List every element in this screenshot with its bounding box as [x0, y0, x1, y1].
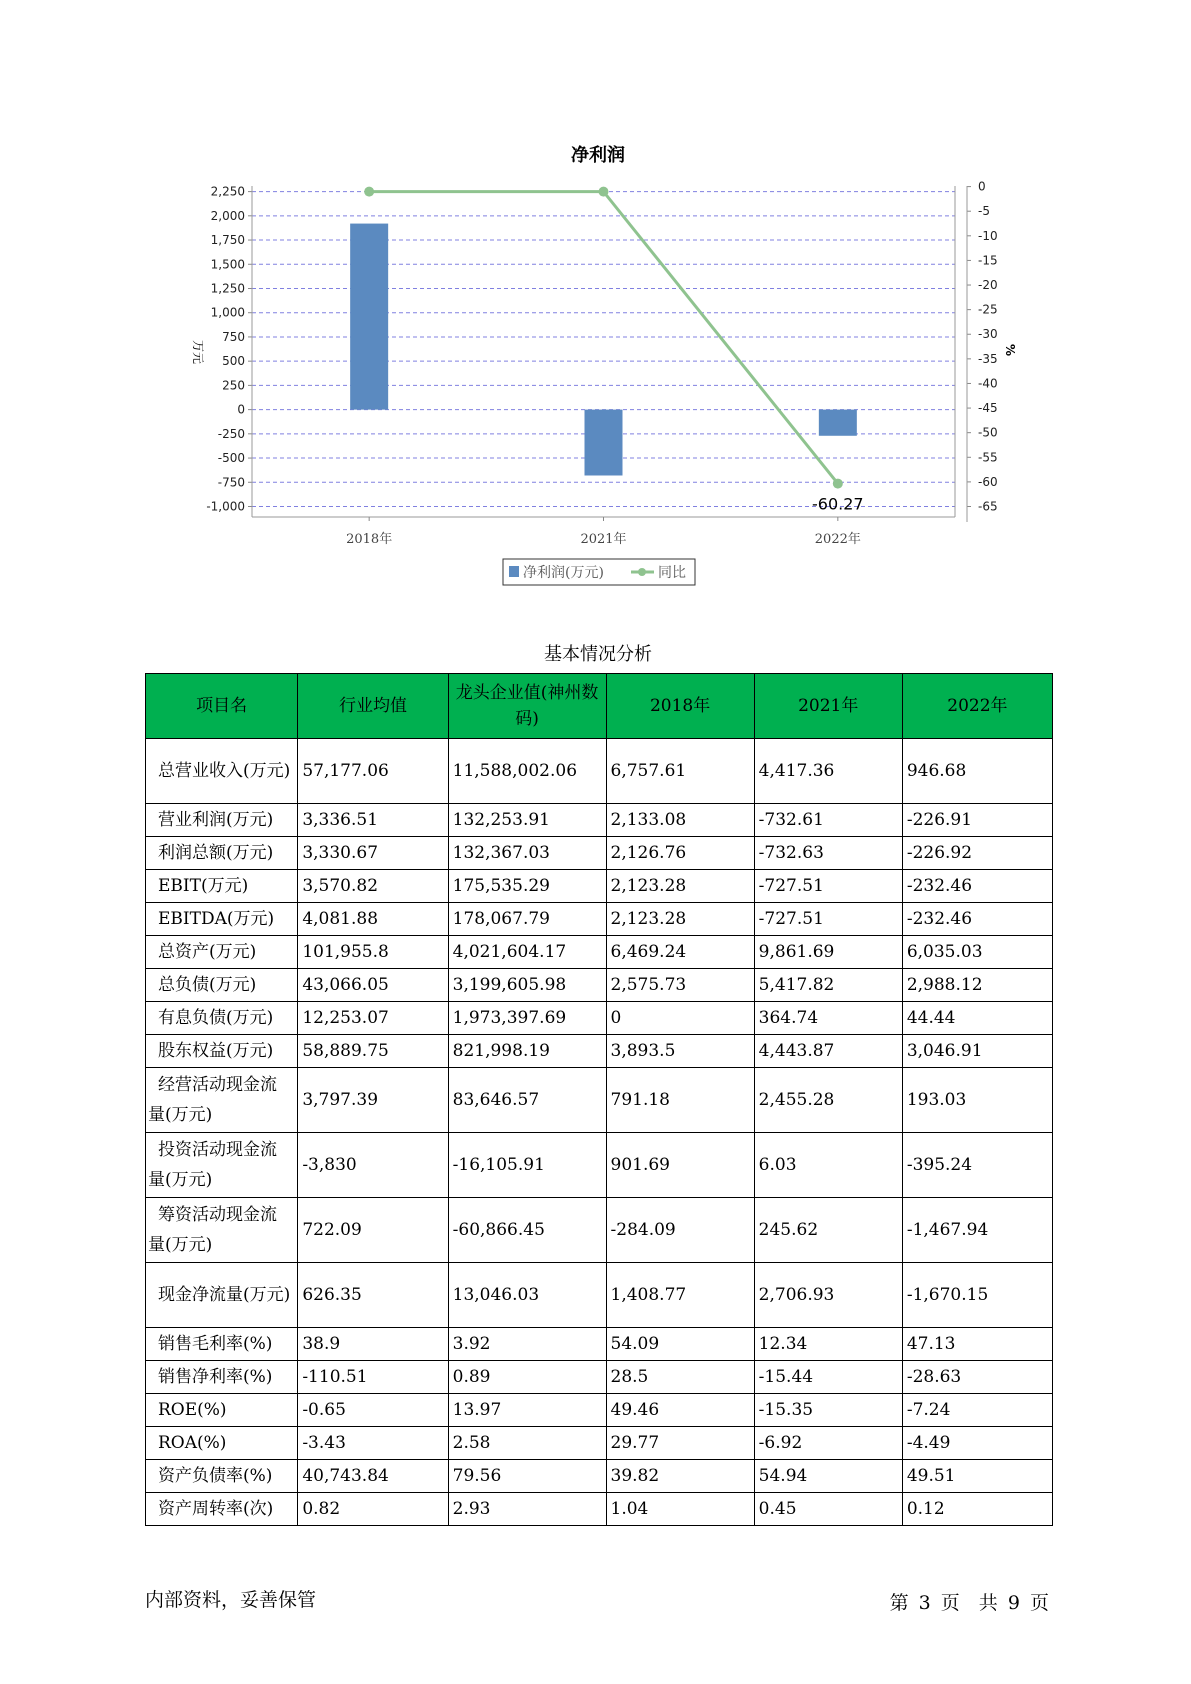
page-mid: 页 共 [940, 1592, 998, 1614]
table-row [146, 1198, 1053, 1263]
table-cell: 28.5 [606, 1361, 754, 1394]
table-cell: 43,066.05 [298, 969, 448, 1002]
row-label-cell: 经营活动现金流量(万元) [146, 1068, 298, 1133]
row-label-cell: 筹资活动现金流量(万元) [146, 1198, 298, 1263]
table-cell: 3.92 [448, 1328, 606, 1361]
table-cell: 4,443.87 [754, 1035, 902, 1068]
table-cell: -284.09 [606, 1198, 754, 1263]
footer-page-number [888, 1588, 1051, 1615]
table-cell: -1,670.15 [902, 1263, 1052, 1328]
table-cell: 4,021,604.17 [448, 936, 606, 969]
table-row [146, 837, 1053, 870]
table-cell: 29.77 [606, 1427, 754, 1460]
table-cell: -732.63 [754, 837, 902, 870]
page-prefix: 第 [889, 1592, 909, 1614]
table-cell: 1.04 [606, 1493, 754, 1526]
table-cell: 2,988.12 [902, 969, 1052, 1002]
x-tick-label: 2018年 [346, 532, 393, 547]
y-tick-label: 2,000 [210, 208, 245, 223]
table-cell: -28.63 [902, 1361, 1052, 1394]
y-tick-label: -500 [217, 451, 245, 466]
table-cell: -0.65 [298, 1394, 448, 1427]
page-suffix: 页 [1029, 1592, 1049, 1614]
table-cell: 2,123.28 [606, 903, 754, 936]
table-cell: 40,743.84 [298, 1460, 448, 1493]
table-row [146, 739, 1053, 804]
table-cell: 4,081.88 [298, 903, 448, 936]
table-cell: 13.97 [448, 1394, 606, 1427]
basic-analysis-table [145, 673, 1053, 1526]
table-cell: 12.34 [754, 1328, 902, 1361]
table-cell: 0.12 [902, 1493, 1052, 1526]
table-cell: 54.09 [606, 1328, 754, 1361]
table-header-cell: 行业均值 [298, 674, 448, 739]
table-cell: 2,133.08 [606, 804, 754, 837]
row-label-cell: 资产周转率(次) [146, 1493, 298, 1526]
table-cell: 2,455.28 [754, 1068, 902, 1133]
table-row [146, 1394, 1053, 1427]
table-header-cell: 2021年 [754, 674, 902, 739]
row-label-cell: 销售毛利率(%) [146, 1328, 298, 1361]
line-point [833, 479, 843, 489]
table-cell: -732.61 [754, 804, 902, 837]
x-tick-label: 2021年 [580, 532, 627, 547]
y-tick-label: 750 [222, 329, 245, 344]
table-cell: 39.82 [606, 1460, 754, 1493]
table-cell: 49.46 [606, 1394, 754, 1427]
table-cell: 1,973,397.69 [448, 1002, 606, 1035]
table-cell: -15.35 [754, 1394, 902, 1427]
table-header-row [146, 674, 1053, 739]
table-cell: -3,830 [298, 1133, 448, 1198]
row-label-cell: EBIT(万元) [146, 870, 298, 903]
y-tick-label: 250 [222, 378, 245, 393]
row-label-cell: 股东权益(万元) [146, 1035, 298, 1068]
y2-tick-label: -20 [978, 278, 998, 293]
row-label-cell: 资产负债率(%) [146, 1460, 298, 1493]
table-cell: 946.68 [902, 739, 1052, 804]
table-cell: 193.03 [902, 1068, 1052, 1133]
y2-tick-label: -5 [978, 204, 990, 219]
y2-tick-label: -50 [978, 425, 998, 440]
row-label-cell: ROE(%) [146, 1394, 298, 1427]
table-row [146, 903, 1053, 936]
table-cell: 3,046.91 [902, 1035, 1052, 1068]
table-cell: 6,757.61 [606, 739, 754, 804]
table-cell: 4,417.36 [754, 739, 902, 804]
y2-tick-label: -35 [978, 351, 998, 366]
table-cell: 101,955.8 [298, 936, 448, 969]
table-cell: -6.92 [754, 1427, 902, 1460]
table-cell: 791.18 [606, 1068, 754, 1133]
chart-svg [0, 0, 1191, 600]
table-cell: 1,408.77 [606, 1263, 754, 1328]
row-label-cell: 营业利润(万元) [146, 804, 298, 837]
bar [350, 224, 388, 410]
table-cell: 3,199,605.98 [448, 969, 606, 1002]
table-cell: 2,575.73 [606, 969, 754, 1002]
table-cell: 901.69 [606, 1133, 754, 1198]
table-cell: 3,336.51 [298, 804, 448, 837]
row-label-cell: ROA(%) [146, 1427, 298, 1460]
table-cell: 0.45 [754, 1493, 902, 1526]
y-tick-label: 0 [237, 402, 245, 417]
y2-tick-label: -60 [978, 474, 998, 489]
table-cell: -232.46 [902, 870, 1052, 903]
table-cell: 11,588,002.06 [448, 739, 606, 804]
table-cell: 6,469.24 [606, 936, 754, 969]
table-cell: 2.58 [448, 1427, 606, 1460]
y-tick-label: 1,250 [210, 281, 245, 296]
table-cell: -727.51 [754, 903, 902, 936]
table-cell: 47.13 [902, 1328, 1052, 1361]
table-cell: 132,367.03 [448, 837, 606, 870]
row-label-cell: 投资活动现金流量(万元) [146, 1133, 298, 1198]
table-cell: 3,570.82 [298, 870, 448, 903]
line-point [364, 187, 374, 197]
table-cell: 2,126.76 [606, 837, 754, 870]
y2-tick-label: -40 [978, 376, 998, 391]
y2-tick-label: -55 [978, 450, 998, 465]
table-cell: 54.94 [754, 1460, 902, 1493]
table-row [146, 1263, 1053, 1328]
y-tick-label: 1,000 [210, 305, 245, 320]
table-header-cell: 龙头企业值(神州数码) [448, 674, 606, 739]
table-cell: 364.74 [754, 1002, 902, 1035]
line-point [599, 187, 609, 197]
y-axis-label: 万元 [191, 339, 205, 365]
legend-label-bar: 净利润(万元) [523, 565, 604, 581]
table-cell: 2.93 [448, 1493, 606, 1526]
table-cell: 821,998.19 [448, 1035, 606, 1068]
y-tick-label: 1,500 [210, 257, 245, 272]
table-cell: -16,105.91 [448, 1133, 606, 1198]
table-cell: 13,046.03 [448, 1263, 606, 1328]
table-cell: 132,253.91 [448, 804, 606, 837]
row-label-cell: 总营业收入(万元) [146, 739, 298, 804]
y2-tick-label: -45 [978, 401, 998, 416]
table-cell: 38.9 [298, 1328, 448, 1361]
table-cell: 3,893.5 [606, 1035, 754, 1068]
table-cell: -232.46 [902, 903, 1052, 936]
table-cell: -7.24 [902, 1394, 1052, 1427]
row-label-cell: 销售净利率(%) [146, 1361, 298, 1394]
table-cell: -15.44 [754, 1361, 902, 1394]
table-cell: 44.44 [902, 1002, 1052, 1035]
table-cell: 49.51 [902, 1460, 1052, 1493]
table-cell: 83,646.57 [448, 1068, 606, 1133]
table-cell: -226.91 [902, 804, 1052, 837]
table-cell: -226.92 [902, 837, 1052, 870]
table-row [146, 1493, 1053, 1526]
table-cell: 0.82 [298, 1493, 448, 1526]
table-cell: -1,467.94 [902, 1198, 1052, 1263]
footer-confidential-note: 内部资料，妥善保管 [145, 1589, 317, 1611]
y2-tick-label: -30 [978, 327, 998, 342]
table-row [146, 969, 1053, 1002]
y2-tick-label: -10 [978, 228, 998, 243]
row-label-cell: 总负债(万元) [146, 969, 298, 1002]
table-cell: 178,067.79 [448, 903, 606, 936]
table-row [146, 936, 1053, 969]
table-cell: 2,706.93 [754, 1263, 902, 1328]
y2-tick-label: 0 [978, 179, 986, 194]
table-row [146, 1068, 1053, 1133]
table-header-cell: 2022年 [902, 674, 1052, 739]
table-cell: 626.35 [298, 1263, 448, 1328]
table-cell: 175,535.29 [448, 870, 606, 903]
y2-tick-label: -25 [978, 302, 998, 317]
y-tick-label: -750 [217, 475, 245, 490]
table-row [146, 1361, 1053, 1394]
table-cell: 57,177.06 [298, 739, 448, 804]
table-body [146, 739, 1053, 1526]
table-caption: 基本情况分析 [544, 644, 652, 665]
table-cell: 6,035.03 [902, 936, 1052, 969]
y2-axis-label: % [1003, 343, 1017, 357]
y-tick-label: 500 [222, 354, 245, 369]
table-cell: 2,123.28 [606, 870, 754, 903]
table-header-cell: 2018年 [606, 674, 754, 739]
table-cell: 722.09 [298, 1198, 448, 1263]
y2-tick-label: -15 [978, 253, 998, 268]
legend-bar-swatch [509, 566, 519, 577]
table-cell: 12,253.07 [298, 1002, 448, 1035]
table-cell: 6.03 [754, 1133, 902, 1198]
table-cell: -60,866.45 [448, 1198, 606, 1263]
table-cell: 79.56 [448, 1460, 606, 1493]
table-cell: 245.62 [754, 1198, 902, 1263]
y2-tick-label: -65 [978, 499, 998, 514]
table-cell: 0 [606, 1002, 754, 1035]
y-tick-label: -250 [217, 426, 245, 441]
row-label-cell: EBITDA(万元) [146, 903, 298, 936]
table-cell: 58,889.75 [298, 1035, 448, 1068]
row-label-cell: 现金净流量(万元) [146, 1263, 298, 1328]
table-row [146, 1427, 1053, 1460]
row-label-cell: 利润总额(万元) [146, 837, 298, 870]
table-cell: 5,417.82 [754, 969, 902, 1002]
table-row [146, 1035, 1053, 1068]
bar [585, 410, 623, 476]
table-cell: 0.89 [448, 1361, 606, 1394]
data-label: -60.27 [812, 494, 864, 514]
row-label-cell: 总资产(万元) [146, 936, 298, 969]
table-cell: -110.51 [298, 1361, 448, 1394]
table-row [146, 1460, 1053, 1493]
table-row [146, 1133, 1053, 1198]
table-cell: 3,797.39 [298, 1068, 448, 1133]
table-cell: -3.43 [298, 1427, 448, 1460]
row-label-cell: 有息负债(万元) [146, 1002, 298, 1035]
table-cell: -395.24 [902, 1133, 1052, 1198]
y-tick-label: 1,750 [210, 233, 245, 248]
y-tick-label: 2,250 [210, 184, 245, 199]
legend-line-marker [638, 568, 646, 576]
table-cell: 3,330.67 [298, 837, 448, 870]
table-cell: 9,861.69 [754, 936, 902, 969]
page-total: 9 [1007, 1592, 1020, 1614]
table-cell: -4.49 [902, 1427, 1052, 1460]
table-row [146, 1002, 1053, 1035]
bar [819, 410, 857, 436]
table-row [146, 870, 1053, 903]
table-row [146, 1328, 1053, 1361]
net-profit-chart [0, 0, 1191, 600]
x-tick-label: 2022年 [814, 532, 861, 547]
page-current: 3 [918, 1592, 931, 1614]
table-cell: -727.51 [754, 870, 902, 903]
chart-title: 净利润 [571, 145, 625, 166]
legend-label-line: 同比 [658, 565, 686, 581]
table-row [146, 804, 1053, 837]
table-header-cell: 项目名 [146, 674, 298, 739]
y-tick-label: -1,000 [206, 499, 245, 514]
